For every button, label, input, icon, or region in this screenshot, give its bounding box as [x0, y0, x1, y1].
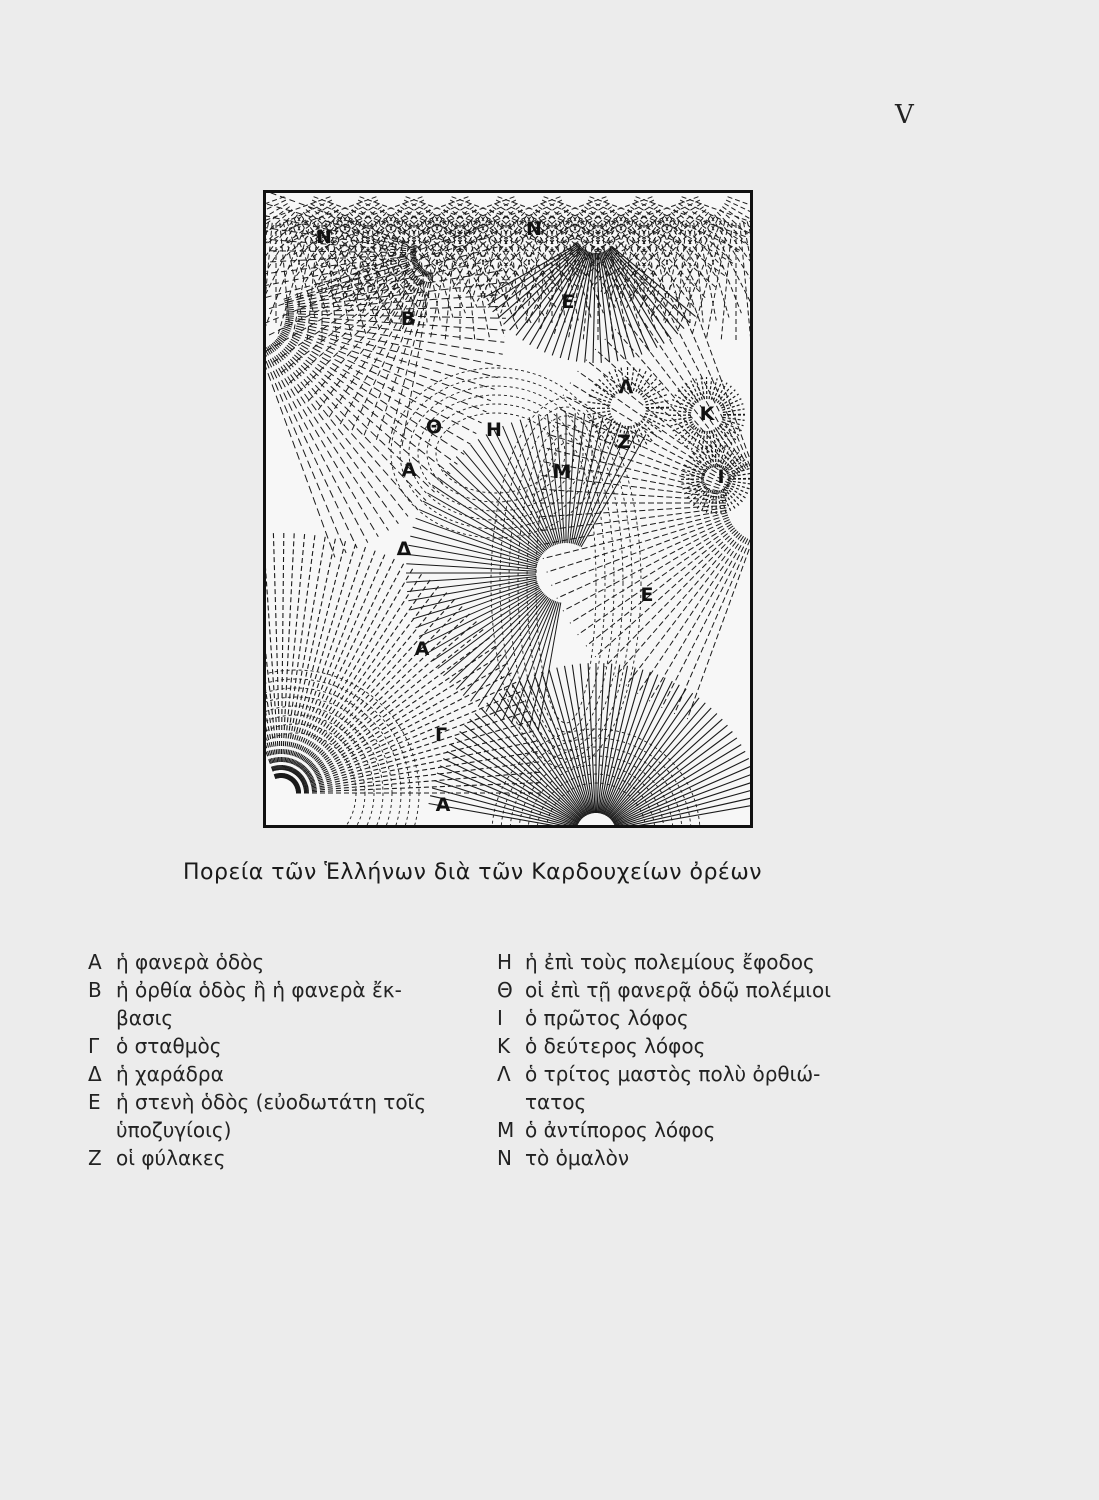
legend-item: [497, 1088, 917, 1116]
map-label-delta: Δ: [396, 538, 412, 560]
legend-text: ἡ ἐπὶ τοὺς πολεμίους ἔφοδος: [525, 950, 815, 974]
legend-key: Ε: [88, 1090, 101, 1114]
legend-key: Α: [88, 950, 102, 974]
legend-key: Γ: [88, 1034, 100, 1058]
legend-key: [88, 1004, 116, 1032]
legend-text: ἡ χαράδρα: [116, 1062, 224, 1086]
legend-item: [88, 1144, 478, 1172]
legend-item: [497, 1116, 917, 1144]
legend-key: Μ: [497, 1118, 515, 1142]
legend-item: [88, 1060, 478, 1088]
map-label-e-right: E: [640, 584, 654, 606]
legend-item: [497, 1144, 917, 1172]
legend-item: [497, 1032, 917, 1060]
legend-item: [497, 976, 917, 1004]
legend-item: [88, 948, 478, 976]
map-label-a-middle: A: [414, 638, 430, 660]
legend-text: ὁ σταθμὸς: [116, 1034, 222, 1058]
terrain-slope-right: [536, 287, 750, 719]
legend-item: [497, 948, 917, 976]
map-label-m: M: [552, 461, 572, 483]
legend-item: [88, 1004, 478, 1032]
legend-text: ἡ στενὴ ὁδὸς (εὐοδωτάτη τοῖς: [116, 1090, 427, 1114]
legend-text: ὁ ἀντίπορος λόφος: [525, 1118, 716, 1142]
legend-text: οἱ ἐπὶ τῇ φανερᾷ ὁδῷ πολέμιοι: [525, 978, 832, 1002]
map-label-theta: Θ: [425, 416, 443, 438]
map-label-a-upper: A: [401, 459, 417, 481]
legend-text: ὁ δεύτερος λόφος: [525, 1034, 706, 1058]
legend-text: οἱ φύλακες: [116, 1146, 226, 1170]
map-label-a-lower: A: [435, 794, 451, 816]
legend-text: ὁ πρῶτος λόφος: [525, 1006, 689, 1030]
map-illustration: [263, 190, 753, 828]
map-caption: Πορεία τῶν Ἑλλήνων διὰ τῶν Καρδουχείων ὀρέων: [183, 860, 763, 885]
map-label-i: I: [717, 466, 725, 488]
legend-item: [88, 1116, 478, 1144]
legend-item: [88, 1032, 478, 1060]
legend-text: ἡ ὀρθία ὁδὸς ἢ ἡ φανερὰ ἔκ-: [116, 978, 402, 1002]
legend-key: [88, 1116, 116, 1144]
legend-text: τατος: [525, 1090, 587, 1114]
map-label-e-top: E: [561, 291, 575, 313]
legend-item: [88, 976, 478, 1004]
map-label-k: K: [699, 403, 715, 425]
legend-key: Η: [497, 950, 513, 974]
legend-right-column: [497, 948, 917, 1172]
legend-key: Θ: [497, 978, 513, 1002]
terrain-hill-bottom: [429, 663, 750, 825]
page-number: V: [895, 100, 914, 130]
legend-key: Ζ: [88, 1146, 102, 1170]
legend-key: Ι: [497, 1006, 503, 1030]
map-label-zeta: Z: [617, 431, 631, 453]
legend-item: [497, 1004, 917, 1032]
map-label-b: B: [400, 308, 416, 330]
legend-key: Ν: [497, 1146, 512, 1170]
legend-text: ἡ φανερὰ ὁδὸς: [116, 950, 265, 974]
legend-text: βασις: [116, 1006, 174, 1030]
map-label-lambda: Λ: [618, 376, 634, 398]
legend-key: Κ: [497, 1034, 511, 1058]
map-label-n-left: N: [316, 226, 332, 248]
legend-item: [497, 1060, 917, 1088]
legend-text: ὁ τρίτος μαστὸς πολὺ ὀρθιώ-: [525, 1062, 821, 1086]
legend-left-column: [88, 948, 478, 1172]
legend-key: Λ: [497, 1062, 511, 1086]
map-label-eta: H: [486, 419, 502, 441]
legend-key: [497, 1088, 525, 1116]
legend-key: Β: [88, 978, 102, 1002]
legend-item: [88, 1088, 478, 1116]
legend-text: τὸ ὁμαλὸν: [525, 1146, 630, 1170]
legend-key: Δ: [88, 1062, 102, 1086]
terrain-hill-lower-left-rings: [266, 670, 419, 825]
legend-text: ὑποζυγίοις): [116, 1118, 232, 1142]
map-label-gamma: Γ: [434, 724, 448, 746]
map-label-n-right: N: [526, 218, 542, 240]
